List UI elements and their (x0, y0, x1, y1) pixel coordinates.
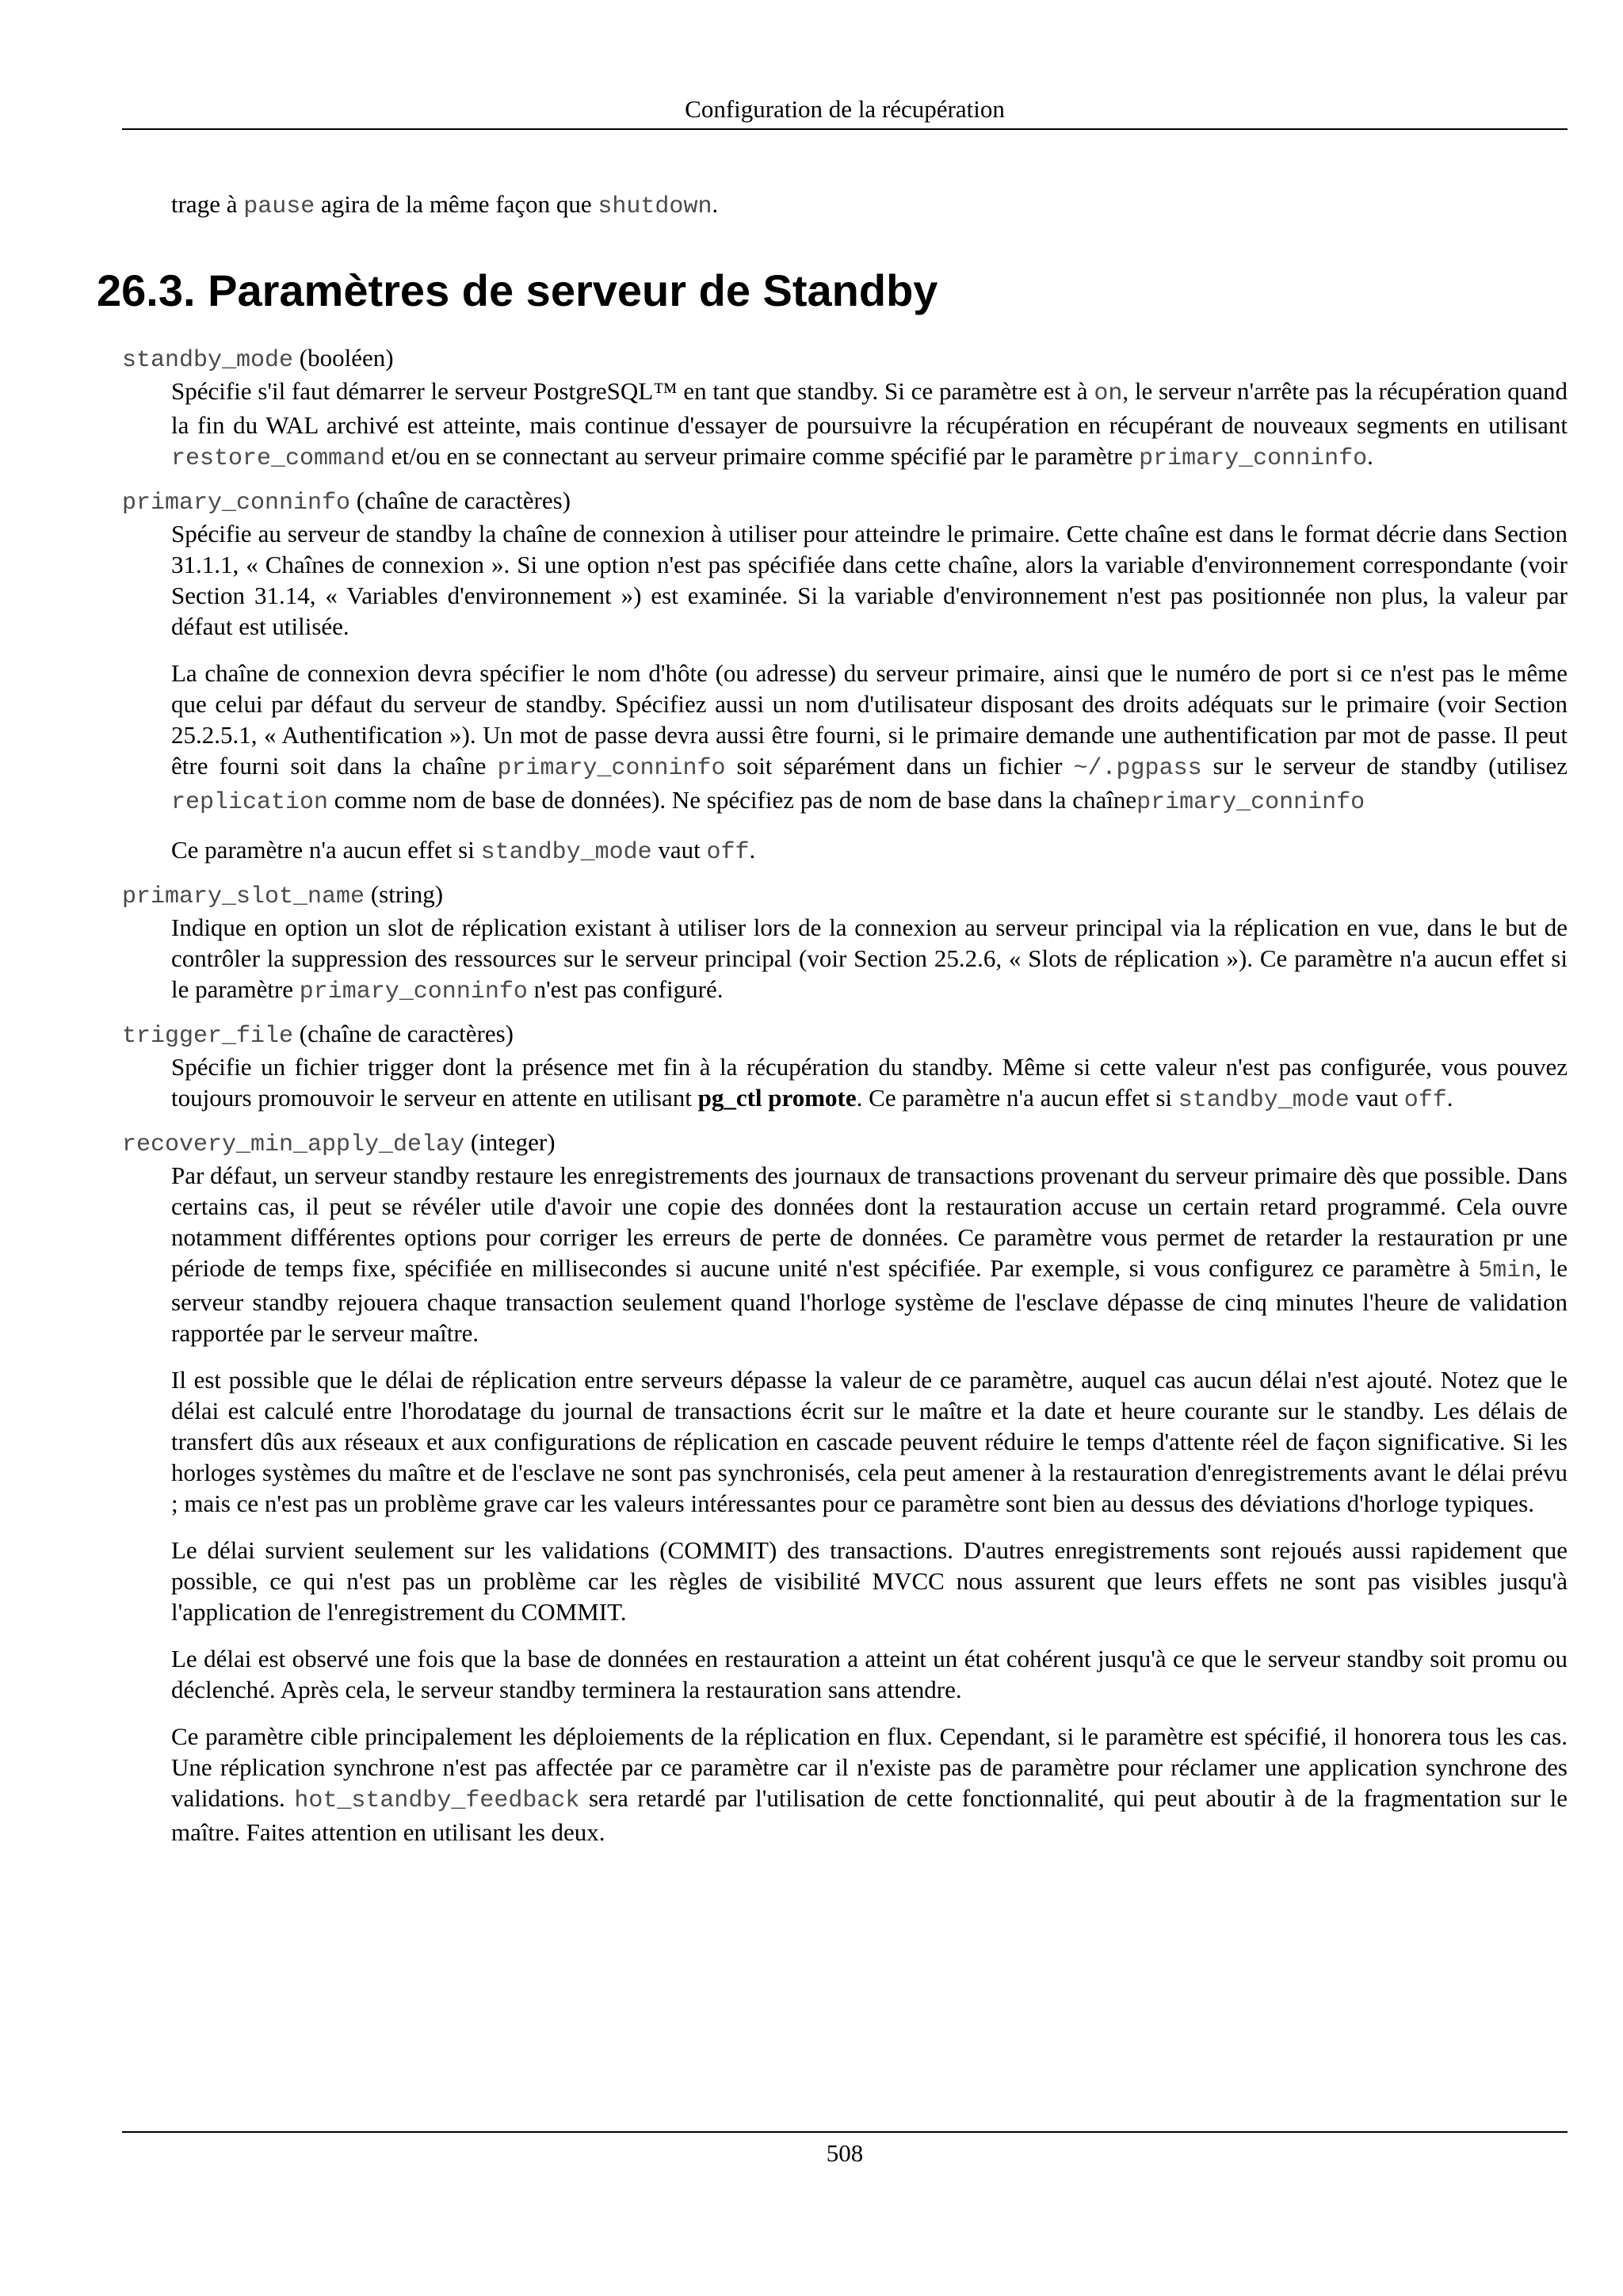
text: La chaîne de connexion devra spécifier le nom d'hôte (ou adresse) du serveur primaire, ainsi que le numéro de port si ce n'est pas le même que celui par défaut du serveur de standby. Spécifiez aussi un nom d'utilisateur disposant des droits adéquats sur le primaire (voir Section 25.2.5.1, « Authentification »). Un mot de passe devra aussi être fourni, si le primaire demande une authentification par mot de passe. Il peut être fourni soit dans la chaîne (171, 659, 1568, 780)
text: . (1367, 442, 1373, 470)
param-type: (integer) (464, 1128, 556, 1156)
paragraph (171, 1051, 1568, 1116)
param-term-primary-conninfo (122, 486, 1568, 518)
parameter-list (122, 343, 1568, 1848)
text: , le serveur standby rejouera chaque transaction seulement quand l'horloge système de l'esclave dépasse de cinq minutes l'heure de validation rapportée par le serveur maître. (171, 1254, 1568, 1347)
param-name: standby_mode (122, 347, 294, 374)
param-term-trigger-file (122, 1019, 1568, 1051)
param-desc-primary-conninfo (171, 518, 1568, 868)
paragraph: Le délai est observé une fois que la base de données en restauration a atteint un état cohérent jusqu'à ce que le serveur standby soit promu ou déclenché. Après cela, le serveur standby terminera la restauration sans attendre. (171, 1645, 1568, 1703)
paragraph: Il est possible que le délai de réplication entre serveurs dépasse la valeur de ce paramètre, auquel cas aucun délai n'est ajouté. Notez que le délai est calculé entre l'horodatage du journal de transactions écrit sur le maître et la date et heure courante sur le standby. Les délais de transfert dûs aux réseaux et aux configurations de réplication en cascade peuvent réduire le temps d'attente réel de façon significative. Si les horloges systèmes du maître et de l'esclave ne sont pas synchronisés, cela peut amener à la restauration d'enregistrements avant le délai prévu ; mais ce n'est pas un problème grave car les valeurs intéressantes pour ce paramètre sont bien au dessus des déviations d'horloge typiques. (171, 1366, 1568, 1517)
param-type: (booléen) (293, 344, 394, 372)
text: , le serveur n'arrête pas la récupération quand la fin du WAL archivé est atteinte, mais continue d'essayer de poursuivre la récupération en récupérant de nouveaux segments en utilisant (171, 377, 1568, 439)
param-term-standby-mode (122, 343, 1568, 376)
text: trage à (171, 190, 244, 218)
code-literal: standby_mode (1178, 1087, 1350, 1114)
text: vaut (651, 836, 707, 864)
param-name: primary_slot_name (122, 883, 365, 910)
param-desc-recovery-min-apply-delay (171, 1160, 1568, 1848)
code-literal: restore_command (171, 445, 386, 472)
code-literal: on (1094, 380, 1123, 407)
text: comme nom de base de données). Ne spécifiez pas de nom de base dans la chaîne (328, 786, 1137, 814)
param-desc-primary-slot-name (171, 912, 1568, 1008)
text: soit séparément dans un fichier (725, 752, 1074, 780)
code-literal: standby_mode (480, 839, 652, 866)
code-literal: primary_conninfo (497, 755, 726, 782)
text: sur le serveur de standby (utilisez (1201, 752, 1568, 780)
code-literal: pause (243, 193, 315, 220)
code-literal: primary_conninfo (1139, 445, 1368, 472)
text: n'est pas configuré. (527, 975, 724, 1003)
text: . Ce paramètre n'a aucun effet si (856, 1084, 1178, 1112)
param-name: recovery_min_apply_delay (122, 1131, 465, 1158)
text: Spécifie s'il faut démarrer le serveur PostgreSQL™ en tant que standby. Si ce paramètre est à (171, 377, 1094, 405)
header-rule (122, 128, 1568, 130)
text: Par défaut, un serveur standby restaure les enregistrements des journaux de transactions provenant du serveur primaire dès que possible. Dans certains cas, il peut se révéler utile d'avoir une copie des données dont la restauration accuse un certain retard programmé. Cela ouvre notamment différentes options pour corriger les erreurs de perte de données. Ce paramètre vous permet de retarder la restauration pr une période de temps fixe, spécifiée en millisecondes si aucune unité n'est spécifiée. Par exemple, si vous configurez ce paramètre à (171, 1161, 1568, 1282)
text: Indique en option un slot de réplication existant à utiliser lors de la connexion au serveur principal via la réplication en vue, dans le but de contrôler la suppression des ressources sur le serveur principal (voir Section 25.2.6, « Slots de réplication »). Ce paramètre n'a aucun effet si le paramètre (171, 913, 1568, 1003)
text: Ce paramètre cible principalement les déploiements de la réplication en flux. Cependant, si le paramètre est spécifié, il honorera tous les cas. Une réplication synchrone n'est pas affectée par ce paramètre car il n'existe pas de paramètre pour réclamer une application synchrone des validations. (171, 1722, 1568, 1812)
param-name: primary_conninfo (122, 490, 351, 517)
code-literal: shutdown (598, 193, 712, 220)
param-term-primary-slot-name (122, 879, 1568, 912)
param-type: (chaîne de caractères) (293, 1020, 514, 1047)
paragraph: Le délai survient seulement sur les validations (COMMIT) des transactions. D'autres enregistrements sont rejoués aussi rapidement que possible, ce qui n'est pas un problème car les règles de visibilité MVCC nous assurent que leurs effets ne sont pas visibles jusqu'à l'application de l'enregistrement du COMMIT. (171, 1536, 1568, 1626)
code-literal: primary_conninfo (299, 978, 528, 1005)
param-type: (string) (365, 880, 444, 908)
param-desc-trigger-file (171, 1051, 1568, 1116)
code-literal: off (706, 839, 750, 866)
code-literal: off (1403, 1087, 1447, 1114)
paragraph: Spécifie au serveur de standby la chaîne de connexion à utiliser pour atteindre le primaire. Cette chaîne est dans le format décrie dans Section 31.1.1, « Chaînes de connexion ». Si une option n'est pas spécifiée dans cette chaîne, alors la variable d'environnement correspondante (voir Section 31.14, « Variables d'environnement ») est examinée. Si la variable d'environnement n'est pas positionnée non plus, la valeur par défaut est utilisée. (171, 520, 1568, 640)
param-desc-standby-mode (171, 376, 1568, 475)
text: agira de la même façon que (315, 190, 598, 218)
command-name: pg_ctl promote (697, 1084, 857, 1112)
code-literal: hot_standby_feedback (294, 1787, 580, 1814)
code-literal: replication (171, 789, 329, 816)
text: sera retardé par l'utilisation de cette fonctionnalité, qui peut aboutir à de la fragmentation sur le maître. Faites attention en utilisant les deux. (171, 1784, 1568, 1846)
paragraph (171, 658, 1568, 818)
code-literal: ~/.pgpass (1073, 755, 1202, 782)
paragraph (171, 1721, 1568, 1848)
running-header: Configuration de la récupération (685, 95, 1005, 123)
section-title: 26.3. Paramètres de serveur de Standby (97, 265, 938, 315)
paragraph (171, 834, 1568, 868)
page-number: 508 (826, 2139, 864, 2167)
text: . (749, 836, 756, 864)
paragraph (171, 1160, 1568, 1348)
text: Ce paramètre n'a aucun effet si (171, 836, 481, 864)
param-type: (chaîne de caractères) (350, 486, 571, 514)
text: . (712, 190, 719, 218)
code-literal: 5min (1478, 1257, 1536, 1284)
code-literal: primary_conninfo (1136, 789, 1365, 816)
text: Spécifie un fichier trigger dont la présence met fin à la récupération du standby. Même si cette valeur n'est pas configurée, vous pouvez toujours promouvoir le serveur en attente en utilisant (171, 1053, 1568, 1112)
param-name: trigger_file (122, 1023, 294, 1050)
param-term-recovery-min-apply-delay (122, 1127, 1568, 1160)
intro-paragraph (171, 189, 1568, 223)
text: . (1446, 1084, 1453, 1112)
text: et/ou en se connectant au serveur primaire comme spécifié par le paramètre (385, 442, 1140, 470)
paragraph (171, 912, 1568, 1008)
footer-rule (122, 2131, 1568, 2133)
paragraph (171, 376, 1568, 475)
page-content (97, 189, 1568, 1859)
text: vaut (1349, 1084, 1404, 1112)
